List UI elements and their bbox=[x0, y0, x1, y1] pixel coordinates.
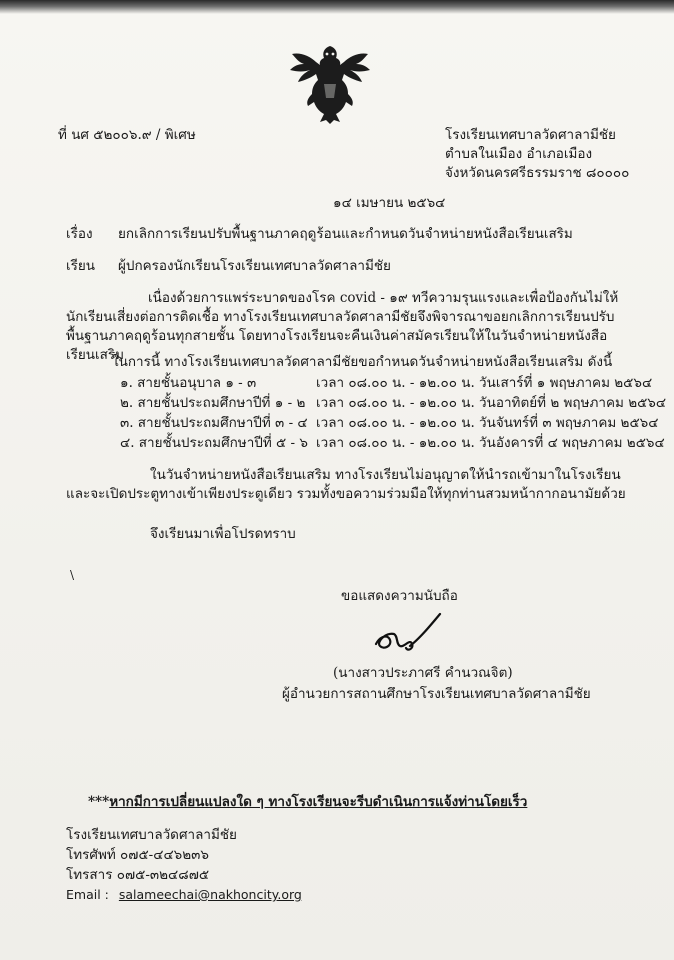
signer-name: (นางสาวประภาศรี คำนวณจิต) bbox=[333, 665, 513, 681]
sender-address-line: ตำบลในเมือง อำเภอเมือง bbox=[445, 146, 593, 162]
contact-email-row bbox=[66, 886, 302, 906]
sender-address-line: โรงเรียนเทศบาลวัดศาลามีชัย bbox=[445, 127, 616, 143]
salutation-label: เรียน bbox=[66, 258, 96, 274]
schedule-level: ๓. สายชั้นประถมศึกษาปีที่ ๓ - ๔ bbox=[120, 415, 308, 431]
schedule-time: เวลา ๐๘.๐๐ น. - ๑๒.๐๐ น. วันจันทร์ที่ ๓ พฤษภาคม ๒๕๖๔ bbox=[316, 415, 659, 431]
body-paragraph-3 bbox=[66, 466, 626, 504]
contact-block bbox=[66, 826, 302, 906]
salutation-line bbox=[66, 257, 391, 275]
paragraph-text: ในวันจำหน่ายหนังสือเรียนเสริม ทางโรงเรียนไม่อนุญาตให้นำรถเข้ามาในโรงเรียน และจะเปิดประตูทางเข้าเพียงประตูเดียว รวมทั้งขอความร่วมมือให้ทุกท่านสวมหน้ากากอนามัยด้วย bbox=[66, 467, 626, 502]
subject-label: เรื่อง bbox=[66, 226, 93, 242]
schedule-time: เวลา ๐๘.๐๐ น. - ๑๒.๐๐ น. วันอาทิตย์ที่ ๒ พฤษภาคม ๒๕๖๔ bbox=[316, 395, 667, 411]
signer-position: ผู้อำนวยการสถานศึกษาโรงเรียนเทศบาลวัดศาลามีชัย bbox=[282, 686, 591, 702]
email-link[interactable]: salameechai@nakhoncity.org bbox=[118, 887, 302, 902]
contact-phone: โทรศัพท์ ๐๗๕-๔๔๖๒๓๖ bbox=[66, 847, 209, 863]
schedule-level: ๑. สายชั้นอนุบาล ๑ - ๓ bbox=[120, 375, 257, 391]
schedule-row bbox=[120, 394, 666, 414]
reference-number: ที่ นศ ๕๒๐๐๖.๙ / พิเศษ bbox=[58, 127, 196, 143]
schedule-row bbox=[120, 434, 666, 454]
sender-address bbox=[445, 126, 629, 183]
stray-mark: \ bbox=[70, 568, 75, 582]
sender-address-line: จังหวัดนครศรีธรรมราช ๘๐๐๐๐ bbox=[445, 165, 630, 181]
subject-text: ยกเลิกการเรียนปรับพื้นฐานภาคฤดูร้อนและกำหนดวันจำหน่ายหนังสือเรียนเสริม bbox=[118, 226, 573, 242]
change-notice bbox=[88, 793, 527, 811]
email-label: Email : bbox=[66, 887, 109, 902]
contact-fax: โทรสาร ๐๗๕-๓๒๔๘๗๕ bbox=[66, 867, 210, 883]
sales-schedule bbox=[120, 374, 666, 454]
schedule-time: เวลา ๐๘.๐๐ น. - ๑๒.๐๐ น. วันเสาร์ที่ ๑ พฤษภาคม ๒๕๖๔ bbox=[316, 375, 653, 391]
schedule-level: ๔. สายชั้นประถมศึกษาปีที่ ๕ - ๖ bbox=[120, 435, 308, 451]
notice-prefix: *** bbox=[88, 794, 110, 810]
notice-text: หากมีการเปลี่ยนแปลงใด ๆ ทางโรงเรียนจะรีบดำเนินการแจ้งท่านโดยเร็ว bbox=[109, 794, 528, 810]
contact-school: โรงเรียนเทศบาลวัดศาลามีชัย bbox=[66, 827, 237, 843]
schedule-row bbox=[120, 414, 666, 434]
garuda-emblem-icon bbox=[286, 40, 374, 128]
schedule-row bbox=[120, 374, 666, 394]
paragraph-text: เนื่องด้วยการแพร่ระบาดของโรค covid - ๑๙ ทวีความรุนแรงและเพื่อป้องกันไม่ให้นักเรียนเสี่ยงต่อการติดเชื้อ ทางโรงเรียนเทศบาลวัดศาลามีชัยจึงพิจารณาขอยกเลิกการเรียนปรับพื้นฐานภาคฤดูร้อนทุกสายชั้น โดยทางโรงเรียนจะคืนเงินค่าสมัครเรียนให้ในวันจำหน่ายหนังสือเรียนเสริม bbox=[66, 290, 619, 363]
letter-date: ๑๔ เมษายน ๒๕๖๔ bbox=[333, 195, 446, 211]
scan-edge-shadow bbox=[0, 0, 674, 14]
subject-line bbox=[66, 225, 573, 243]
schedule-time: เวลา ๐๘.๐๐ น. - ๑๒.๐๐ น. วันอังคารที่ ๔ พฤษภาคม ๒๕๖๔ bbox=[316, 435, 665, 451]
schedule-level: ๒. สายชั้นประถมศึกษาปีที่ ๑ - ๒ bbox=[120, 395, 306, 411]
schedule-intro: ในการนี้ ทางโรงเรียนเทศบาลวัดศาลามีชัยขอกำหนดวันจำหน่ายหนังสือเรียนเสริม ดังนี้ bbox=[112, 354, 613, 370]
signature-mark bbox=[366, 608, 446, 658]
closing-request: จึงเรียนมาเพื่อโปรดทราบ bbox=[150, 526, 296, 542]
salutation-text: ผู้ปกครองนักเรียนโรงเรียนเทศบาลวัดศาลามีชัย bbox=[118, 258, 391, 274]
closing-phrase: ขอแสดงความนับถือ bbox=[341, 588, 458, 604]
